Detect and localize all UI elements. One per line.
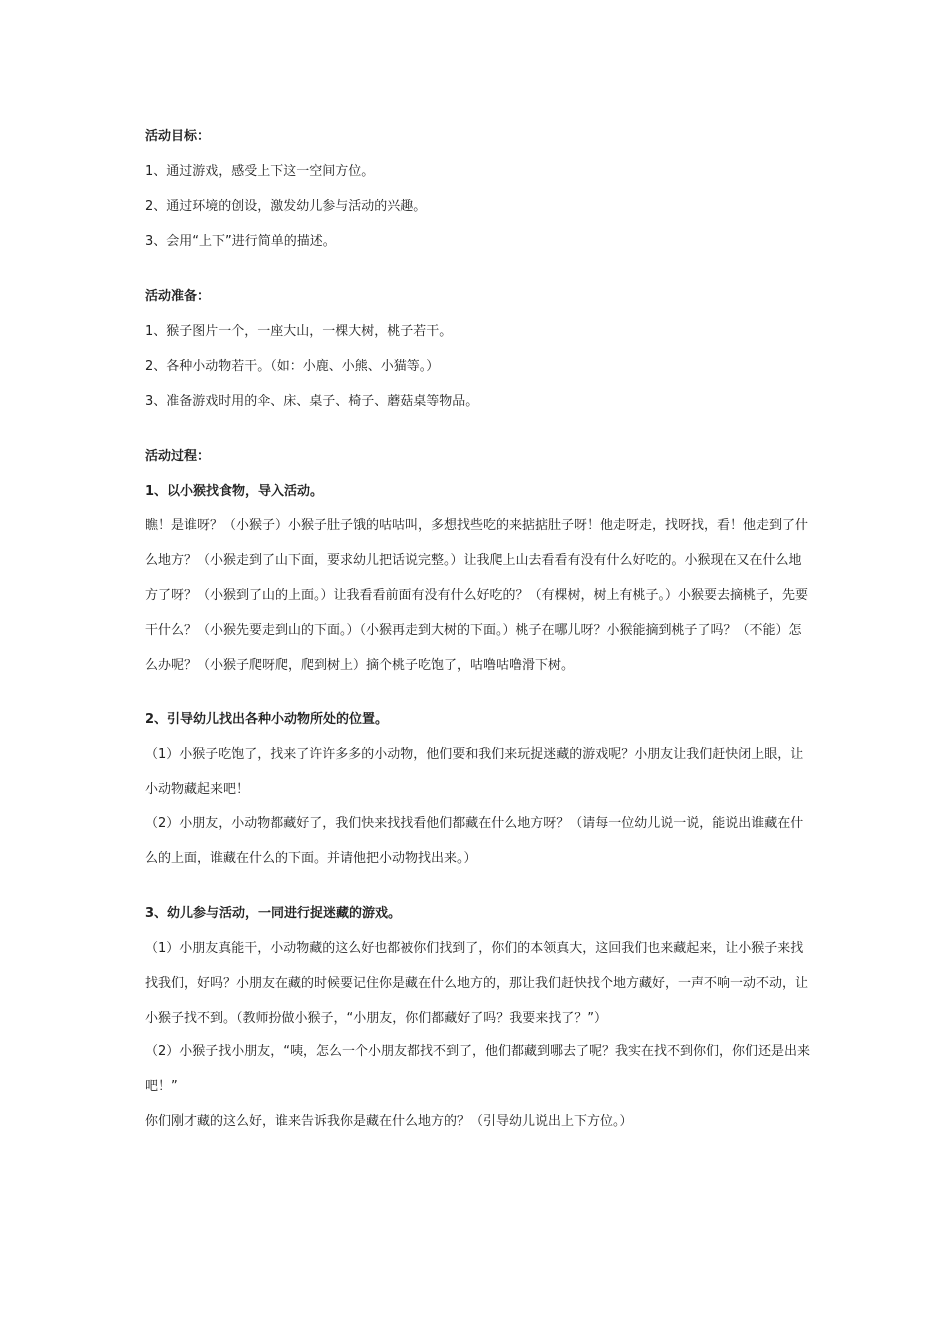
step3-paragraph-3: 你们刚才藏的这么好，谁来告诉我你是藏在什么地方的？（引导幼儿说出上下方位。） — [145, 1114, 633, 1129]
preparation-heading: 活动准备： — [145, 289, 211, 304]
goal-item-3: 3、会用“上下”进行简单的描述。 — [145, 234, 336, 249]
preparation-item-3: 3、准备游戏时用的伞、床、桌子、椅子、蘑菇桌等物品。 — [145, 394, 479, 409]
preparation-item-2: 2、各种小动物若干。（如：小鹿、小熊、小猫等。） — [145, 359, 440, 374]
process-heading: 活动过程： — [145, 449, 211, 464]
step2-paragraph-2: （2）小朋友，小动物都藏好了，我们快来找找看他们都藏在什么地方呀？（请每一位幼儿说一说，能说出谁藏在什么的上面，谁藏在什么的下面。并请他把小动物找出来。） — [145, 816, 804, 866]
goals-heading: 活动目标： — [145, 129, 211, 144]
step1-text: 瞧！是谁呀？（小猴子）小猴子肚子饿的咕咕叫，多想找些吃的来掂掂肚子呀！他走呀走，找呀找，看！他走到了什么地方？（小猴走到了山下面，要求幼儿把话说完整。）让我爬上山去看看有没有什么好吃的。小猴现在又在什么地方了呀？（小猴到了山的上面。）让我看看前面有没有什么好吃的？（有棵树，树上有桃子。）小猴要去摘桃子，先要干什么？（小猴先要走到山的下面。）（小猴再走到大树的下面。）桃子在哪儿呀？小猴能摘到桃子了吗？（不能）怎么办呢？（小猴子爬呀爬，爬到树上）摘个桃子吃饱了，咕噜咕噜滑下树。 — [145, 518, 809, 673]
step2-title: 2、引导幼儿找出各种小动物所处的位置。 — [145, 712, 389, 727]
goal-item-1: 1、通过游戏，感受上下这一空间方位。 — [145, 164, 375, 179]
preparation-item-1: 1、猴子图片一个，一座大山，一棵大树，桃子若干。 — [145, 324, 453, 339]
goal-item-2: 2、通过环境的创设，激发幼儿参与活动的兴趣。 — [145, 199, 427, 214]
step3-paragraph-2: （2）小猴子找小朋友，“咦，怎么一个小朋友都找不到了，他们都藏到哪去了呢？我实在找不到你们，你们还是出来吧！” — [145, 1044, 811, 1094]
step1-title: 1、以小猴找食物，导入活动。 — [145, 484, 324, 499]
step3-title: 3、幼儿参与活动，一同进行捉迷藏的游戏。 — [145, 906, 402, 921]
step2-paragraph-1: （1）小猴子吃饱了，找来了许许多多的小动物，他们要和我们来玩捉迷藏的游戏呢？小朋友让我们赶快闭上眼，让小动物藏起来吧！ — [145, 747, 804, 797]
step3-paragraph-1: （1）小朋友真能干，小动物藏的这么好也都被你们找到了，你们的本领真大，这回我们也来藏起来，让小猴子来找找我们，好吗？小朋友在藏的时候要记住你是藏在什么地方的，那让我们赶快找个地方藏好，一声不响一动不动，让小猴子找不到。（教师扮做小猴子，“小朋友，你们都藏好了吗？我要来找了？”） — [145, 941, 809, 1026]
